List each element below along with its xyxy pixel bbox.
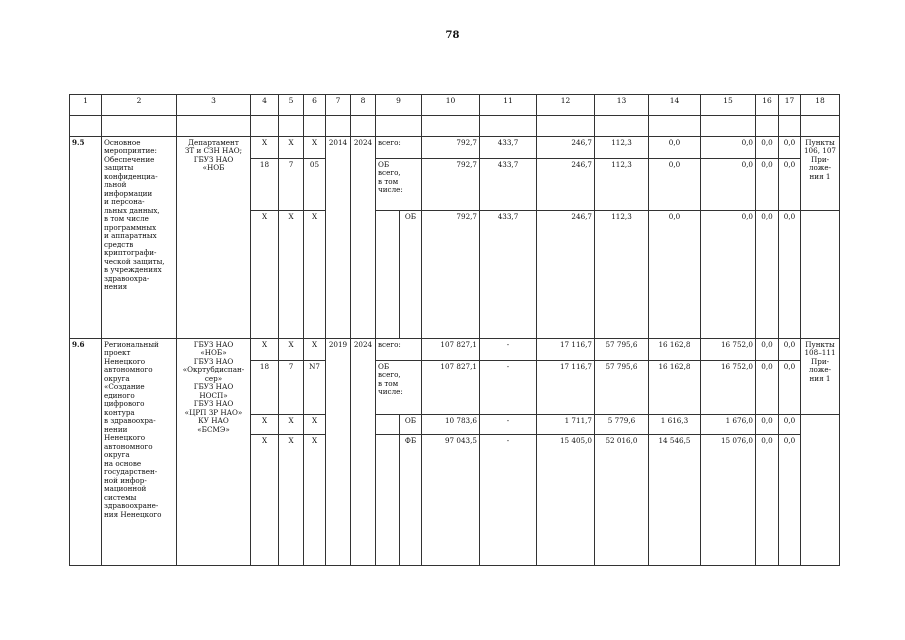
row-number: 9.5 bbox=[70, 137, 102, 339]
value-cell: 1 676,0 bbox=[701, 415, 756, 435]
header-row bbox=[70, 95, 840, 116]
source-label-empty bbox=[376, 435, 400, 566]
value-cell: 15 076,0 bbox=[701, 435, 756, 566]
header-cell: 17 bbox=[779, 95, 801, 116]
value-cell: 0,0 bbox=[756, 415, 779, 435]
value-cell: 0,0 bbox=[779, 361, 801, 415]
value-cell: 14 546,5 bbox=[649, 435, 701, 566]
header-cell: 4 bbox=[251, 95, 279, 116]
value-cell: 1 616,3 bbox=[649, 415, 701, 435]
source-label-empty bbox=[376, 415, 400, 435]
source-label: ОБ всего, в том числе: bbox=[376, 361, 422, 415]
header-cell: 7 bbox=[326, 95, 351, 116]
value-cell: 17 116,7 bbox=[537, 361, 595, 415]
value-cell: 16 752,0 bbox=[701, 339, 756, 361]
value-cell: - bbox=[480, 435, 537, 566]
code-cell: Х bbox=[304, 435, 326, 566]
executor: Департамент ЗТ и СЗН НАО; ГБУЗ НАО «НОБ bbox=[177, 137, 251, 339]
table-row bbox=[70, 137, 840, 159]
header-cell: 2 bbox=[102, 95, 177, 116]
code-cell: Х bbox=[251, 415, 279, 435]
value-cell: 433,7 bbox=[480, 211, 537, 339]
code-cell: Х bbox=[279, 435, 304, 566]
value-cell: 16 752,0 bbox=[701, 361, 756, 415]
code-cell: 18 bbox=[251, 361, 279, 415]
value-cell: 0,0 bbox=[756, 339, 779, 361]
year-start: 2014 bbox=[326, 137, 351, 339]
value-cell: 0,0 bbox=[756, 211, 779, 339]
value-cell: 0,0 bbox=[756, 361, 779, 415]
code-cell: 7 bbox=[279, 361, 304, 415]
value-cell: 0,0 bbox=[779, 435, 801, 566]
year-start: 2019 bbox=[326, 339, 351, 566]
blank-row bbox=[70, 116, 840, 137]
header-cell: 3 bbox=[177, 95, 251, 116]
value-cell: 0,0 bbox=[701, 137, 756, 159]
value-cell: 10 783,6 bbox=[422, 415, 480, 435]
code-cell: 7 bbox=[279, 159, 304, 211]
value-cell: 792,7 bbox=[422, 137, 480, 159]
code-cell: Х bbox=[251, 435, 279, 566]
value-cell: 0,0 bbox=[649, 137, 701, 159]
value-cell: 0,0 bbox=[756, 435, 779, 566]
source-sub-label: ОБ bbox=[400, 211, 422, 339]
code-cell: Х bbox=[251, 339, 279, 361]
value-cell: 112,3 bbox=[595, 211, 649, 339]
page-number: 78 bbox=[445, 30, 460, 41]
activity-name: Основное мероприятие: Обеспечение защиты конфиденциа- льной информации и персона- льных данных, в том числе программных и аппаратных средств криптографи- ческой защиты, в учреждениях здравоохра- нения bbox=[102, 137, 177, 339]
code-cell: Х bbox=[279, 211, 304, 339]
header-cell: 6 bbox=[304, 95, 326, 116]
header-cell: 16 bbox=[756, 95, 779, 116]
header-cell: 9 bbox=[376, 95, 422, 116]
value-cell: 0,0 bbox=[779, 159, 801, 211]
value-cell: - bbox=[480, 415, 537, 435]
activity-name: Региональный проект Ненецкого автономного округа «Создание единого цифрового контура в здравоохра- нении Ненецкого автономного округа на основе государствен- ной инфор- мационной системы здравоохране- ния Ненецкого bbox=[102, 339, 177, 566]
value-cell: 15 405,0 bbox=[537, 435, 595, 566]
header-cell: 8 bbox=[351, 95, 376, 116]
code-cell: 05 bbox=[304, 159, 326, 211]
code-cell: Х bbox=[304, 339, 326, 361]
note-cell-empty bbox=[801, 415, 840, 566]
note-cell: Пункты 106, 107 При- ложе- ния 1 bbox=[801, 137, 840, 211]
header-cell: 13 bbox=[595, 95, 649, 116]
value-cell: 52 016,0 bbox=[595, 435, 649, 566]
value-cell: - bbox=[480, 361, 537, 415]
year-end: 2024 bbox=[351, 137, 376, 339]
value-cell: 1 711,7 bbox=[537, 415, 595, 435]
value-cell: 0,0 bbox=[779, 211, 801, 339]
value-cell: 57 795,6 bbox=[595, 361, 649, 415]
value-cell: 0,0 bbox=[779, 339, 801, 361]
value-cell: 107 827,1 bbox=[422, 339, 480, 361]
code-cell: Х bbox=[304, 137, 326, 159]
code-cell: Х bbox=[251, 137, 279, 159]
value-cell: 112,3 bbox=[595, 137, 649, 159]
code-cell: 18 bbox=[251, 159, 279, 211]
value-cell: 0,0 bbox=[756, 137, 779, 159]
value-cell: 112,3 bbox=[595, 159, 649, 211]
header-cell: 18 bbox=[801, 95, 840, 116]
value-cell: 57 795,6 bbox=[595, 339, 649, 361]
source-sub-label: ФБ bbox=[400, 435, 422, 566]
value-cell: 16 162,8 bbox=[649, 339, 701, 361]
value-cell: 246,7 bbox=[537, 159, 595, 211]
code-cell: Х bbox=[279, 137, 304, 159]
value-cell: - bbox=[480, 339, 537, 361]
note-cell: Пункты 108–111 При- ложе- ния 1 bbox=[801, 339, 840, 415]
header-cell: 10 bbox=[422, 95, 480, 116]
value-cell: 0,0 bbox=[649, 159, 701, 211]
value-cell: 16 162,8 bbox=[649, 361, 701, 415]
value-cell: 0,0 bbox=[756, 159, 779, 211]
year-end: 2024 bbox=[351, 339, 376, 566]
executor: ГБУЗ НАО «НОБ» ГБУЗ НАО «Окртубдиспан- сер» ГБУЗ НАО НОСП» ГБУЗ НАО «ЦРП ЗР НАО» КУ НАО «БСМЭ» bbox=[177, 339, 251, 566]
code-cell: Х bbox=[279, 339, 304, 361]
value-cell: 5 779,6 bbox=[595, 415, 649, 435]
code-cell: N7 bbox=[304, 361, 326, 415]
code-cell: Х bbox=[279, 415, 304, 435]
value-cell: 97 043,5 bbox=[422, 435, 480, 566]
value-cell: 0,0 bbox=[701, 159, 756, 211]
value-cell: 433,7 bbox=[480, 137, 537, 159]
value-cell: 0,0 bbox=[649, 211, 701, 339]
value-cell: 792,7 bbox=[422, 159, 480, 211]
value-cell: 0,0 bbox=[779, 415, 801, 435]
source-label: всего: bbox=[376, 137, 422, 159]
note-cell-empty bbox=[801, 211, 840, 339]
header-cell: 15 bbox=[701, 95, 756, 116]
value-cell: 0,0 bbox=[701, 211, 756, 339]
source-label-empty bbox=[376, 211, 400, 339]
code-cell: Х bbox=[304, 415, 326, 435]
source-label: ОБ всего, в том числе: bbox=[376, 159, 422, 211]
budget-table bbox=[69, 94, 840, 566]
value-cell: 246,7 bbox=[537, 211, 595, 339]
value-cell: 107 827,1 bbox=[422, 361, 480, 415]
value-cell: 246,7 bbox=[537, 137, 595, 159]
header-cell: 11 bbox=[480, 95, 537, 116]
source-label: всего: bbox=[376, 339, 422, 361]
header-cell: 5 bbox=[279, 95, 304, 116]
code-cell: Х bbox=[251, 211, 279, 339]
value-cell: 0,0 bbox=[779, 137, 801, 159]
value-cell: 792,7 bbox=[422, 211, 480, 339]
header-cell: 12 bbox=[537, 95, 595, 116]
value-cell: 17 116,7 bbox=[537, 339, 595, 361]
header-cell: 1 bbox=[70, 95, 102, 116]
row-number: 9.6 bbox=[70, 339, 102, 566]
source-sub-label: ОБ bbox=[400, 415, 422, 435]
table-row bbox=[70, 339, 840, 361]
code-cell: Х bbox=[304, 211, 326, 339]
header-cell: 14 bbox=[649, 95, 701, 116]
value-cell: 433,7 bbox=[480, 159, 537, 211]
